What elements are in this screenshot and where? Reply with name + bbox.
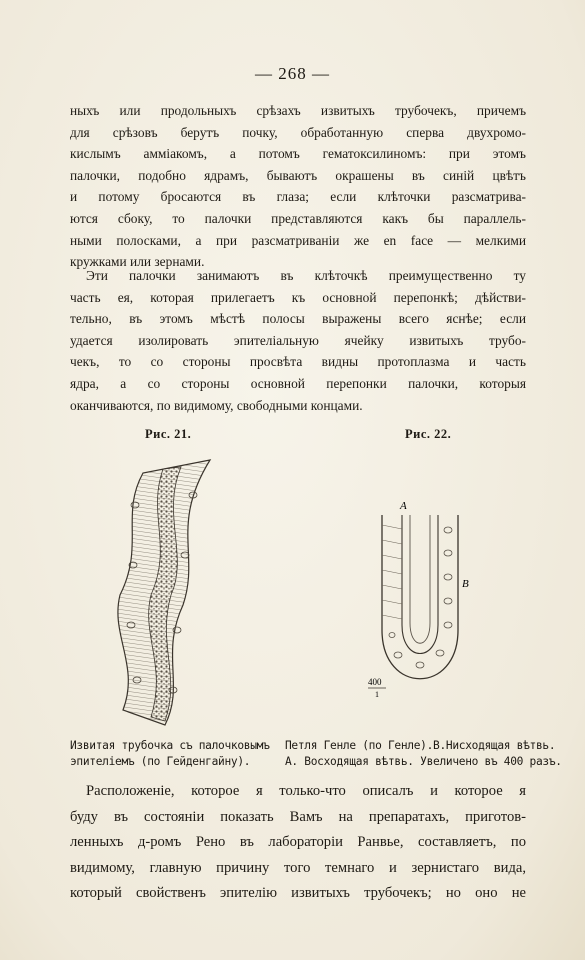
- text-line: кружками или зернами.: [70, 254, 205, 270]
- text-line: часть ея, которая прилегаетъ къ основной перепонкѣ; дѣйстви-: [70, 289, 526, 305]
- text-line: ными полосками, а при разсматриваніи же en face — мелкими: [70, 232, 526, 248]
- text-line: ленныхъ д-ромъ Рено въ лабораторіи Ранвье, составляетъ, по: [70, 834, 526, 850]
- paragraph-1: [70, 100, 526, 273]
- caption-line: Петля Генле (по Генле).В.Нисходящая вѣтвь.: [285, 739, 556, 752]
- text-line: ныхъ или продольныхъ срѣзахъ извитыхъ трубочекъ, причемъ: [70, 103, 526, 118]
- magnification-top: 400: [368, 677, 382, 687]
- text-line: тельно, въ этомъ мѣстѣ полосы выражены всего яснѣе; если: [70, 311, 526, 327]
- text-line: палочки, подобно ядрамъ, бываютъ окрашены въ синій цвѣтъ: [70, 167, 526, 183]
- figure-21-illustration: [115, 455, 225, 727]
- text-line: чекъ, то со стороны просвѣта видны протоплазма и часть: [70, 354, 526, 370]
- figure-22-caption: [285, 738, 562, 770]
- text-line: буду въ состояніи показать Вамъ на препаратахъ, приготов-: [70, 808, 526, 825]
- text-line: и потому бросаются въ глаза; если клѣточки разсматрива-: [70, 189, 526, 205]
- paragraph-3: [70, 779, 526, 907]
- label-a: A: [400, 500, 407, 512]
- text-line: который свойственъ эпителію извитыхъ трубочекъ; но оно не: [70, 885, 526, 901]
- caption-line: А. Восходящая вѣтвь. Увеличено въ 400 разъ.: [285, 755, 562, 768]
- figure-22-illustration: [360, 495, 470, 699]
- figure-22-title: Рис. 22.: [405, 427, 452, 441]
- figure-21-caption: [70, 738, 270, 770]
- text-line: видимому, главную причину того темнаго и зернистаго вида,: [70, 859, 526, 876]
- text-line: оканчиваются, по видимому, свободными концами.: [70, 397, 363, 413]
- paragraph-2: [70, 265, 526, 416]
- figure-21-title: Рис. 21.: [145, 427, 192, 441]
- text-line: Эти палочки занимаютъ въ клѣточкѣ преимущественно ту: [86, 268, 526, 283]
- page-number: — 268 —: [255, 64, 330, 83]
- text-line: ядра, а со стороны основной перепонки палочки, которыя: [70, 375, 526, 391]
- magnification-bottom: 1: [375, 690, 379, 699]
- text-line: ются сбоку, то палочки представляются какъ бы параллель-: [70, 210, 526, 226]
- text-line: Расположеніе, которое я только-что описалъ и которое я: [86, 783, 526, 799]
- caption-line: эпителіемъ (по Гейденгайну).: [70, 755, 251, 768]
- text-line: для срѣзовъ берутъ почку, обработанную сперва двухромо-: [70, 124, 526, 140]
- label-b: B: [462, 578, 469, 590]
- caption-line: Извитая трубочка съ палочковымъ: [70, 739, 270, 752]
- text-line: удается изолировать эпителіальную ячейку извитыхъ трубо-: [70, 332, 526, 348]
- text-line: кислымъ амміакомъ, а потомъ гематоксилиномъ: при этомъ: [70, 146, 526, 162]
